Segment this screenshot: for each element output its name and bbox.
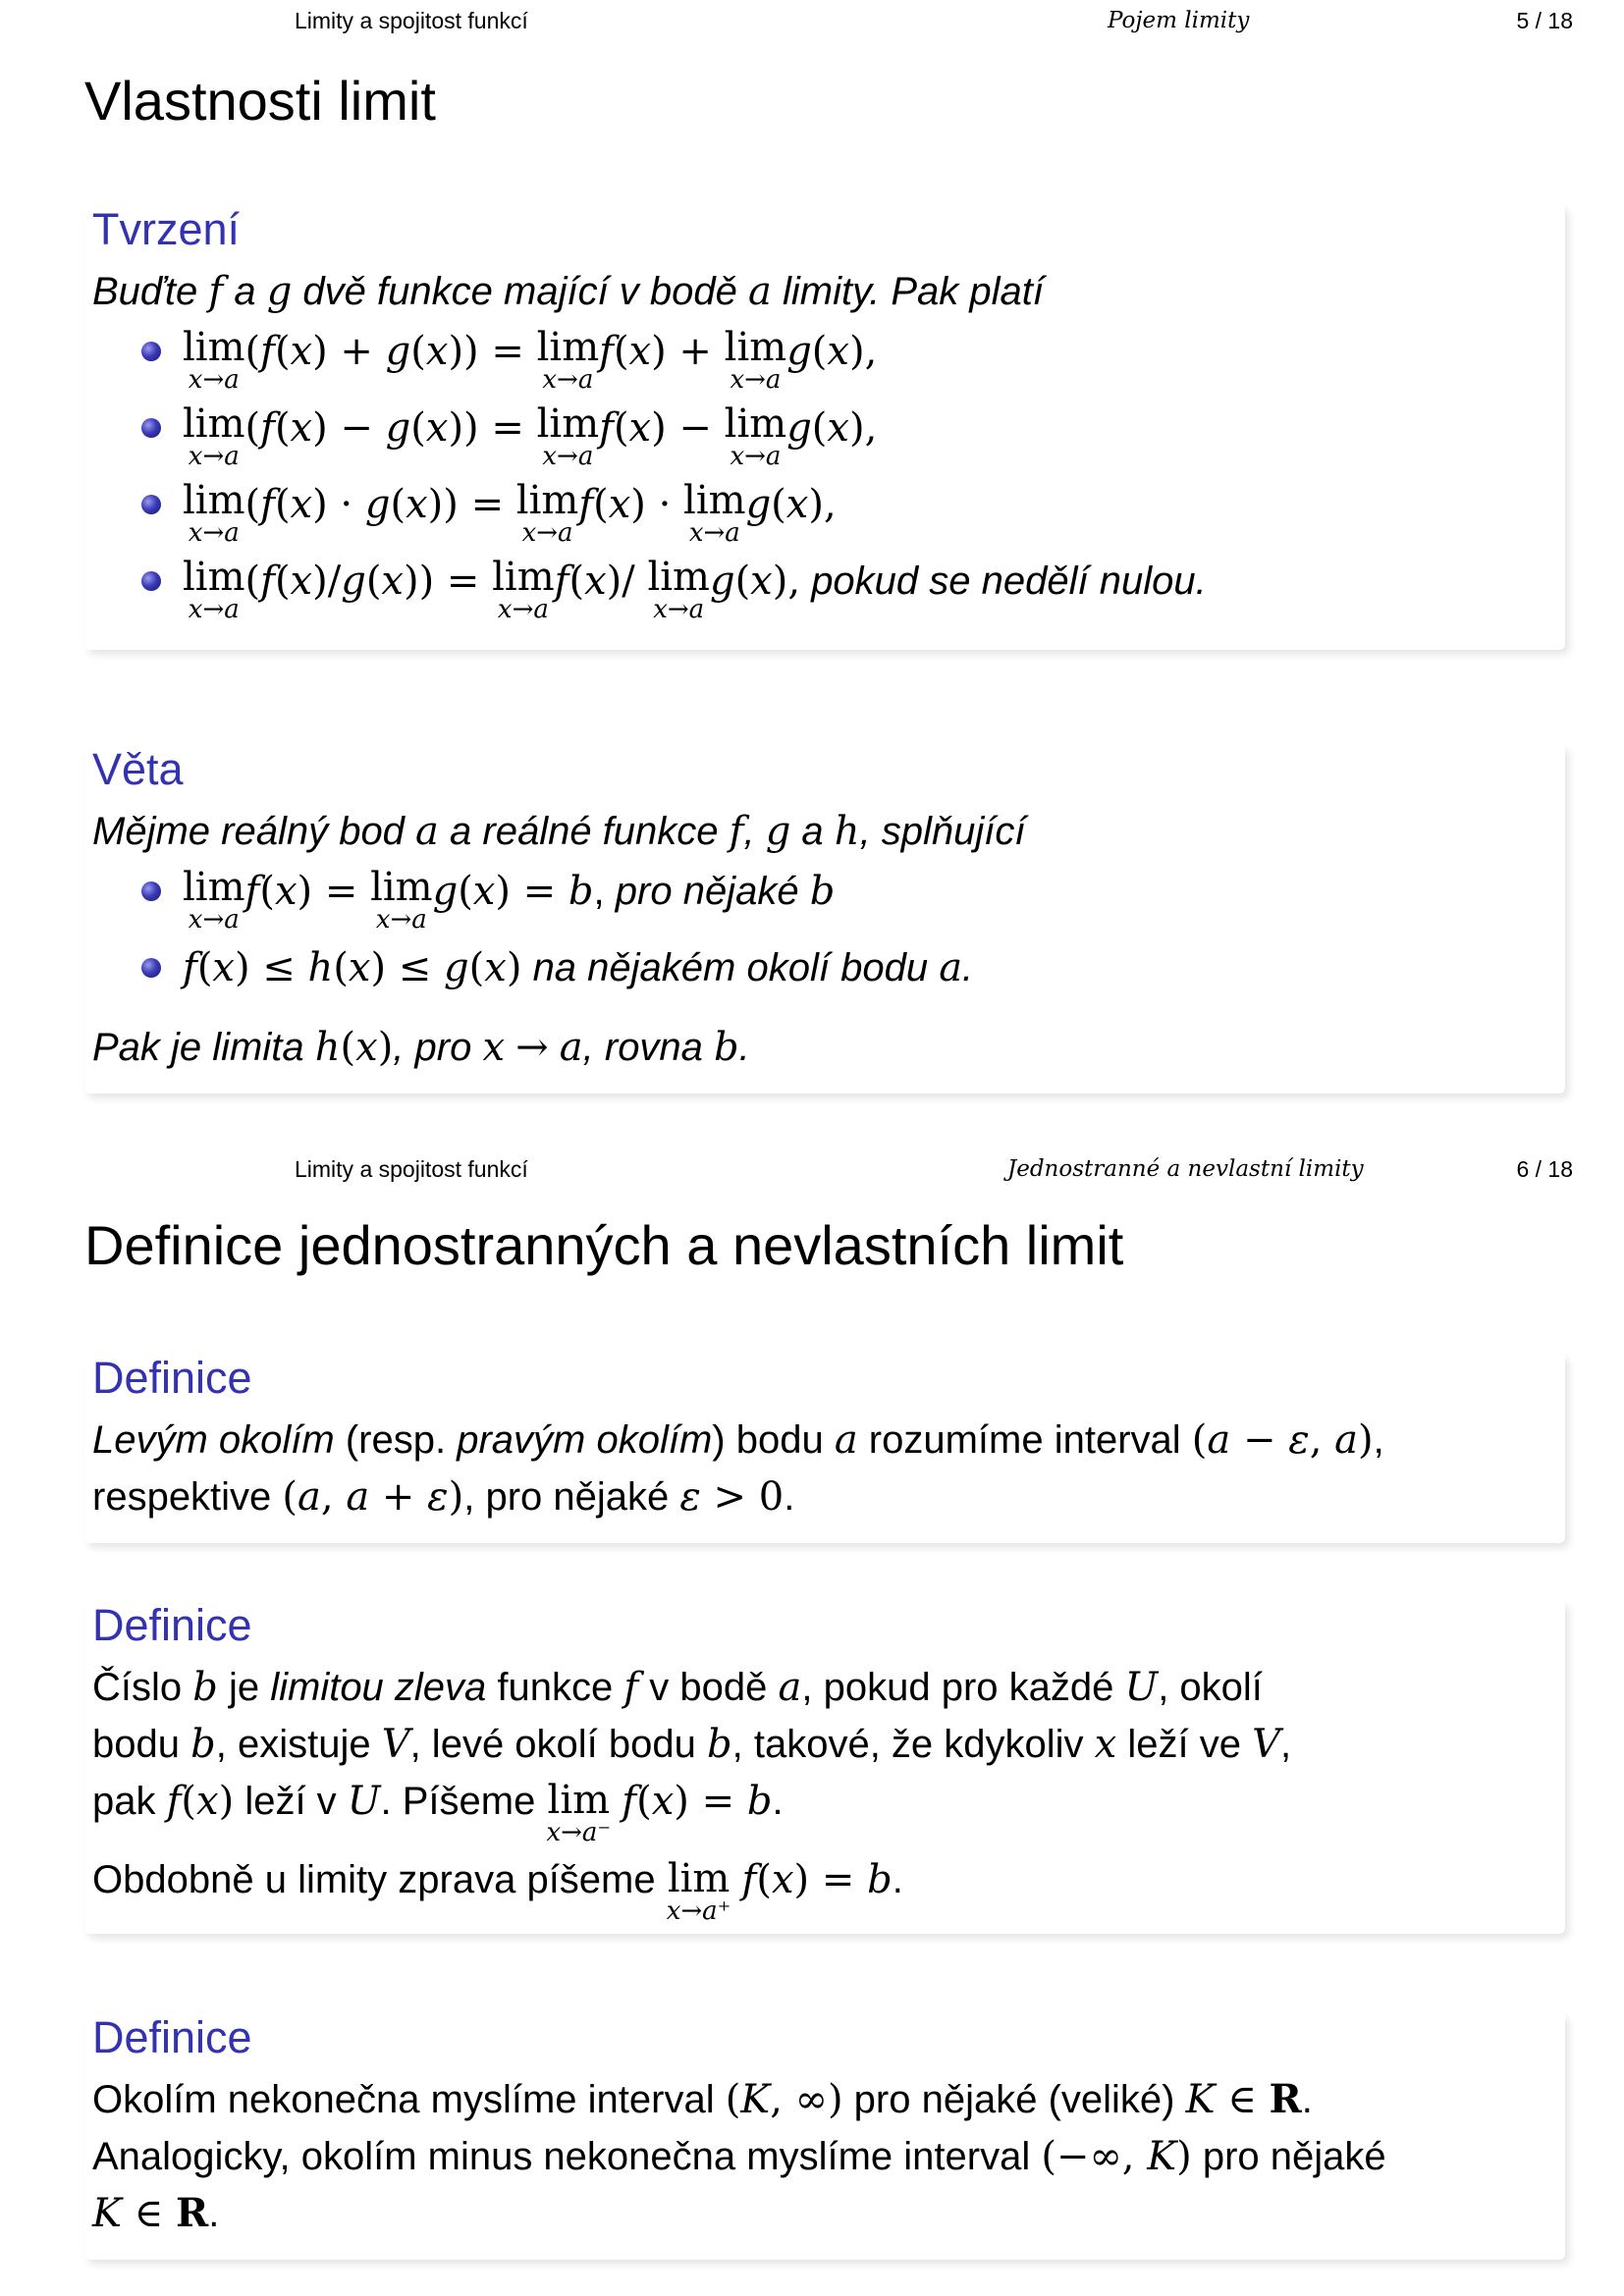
list-item: lim x→a f(x) = lim x→a g(x) = b, pro nějaké b bbox=[92, 866, 1555, 942]
block-body: Číslo b je limitou zleva funkce f v bodě a, pokud pro každé U, okolí bodu b, existuje V, levé okolí bodu b, takové, že kdykoliv x leží ve V, pak f(x) leží v U. Píšeme lim x→a⁻ f(x) = b. Obdobně u limity zprava píšeme lim x→a⁺ f(x) = b. bbox=[92, 1665, 1292, 1926]
block-title: Definice bbox=[92, 1600, 252, 1650]
block-title: Věta bbox=[92, 744, 184, 794]
frame-title: Vlastnosti limit bbox=[84, 70, 436, 132]
slide-6 bbox=[0, 1148, 1624, 2296]
block-body bbox=[84, 263, 1565, 650]
list-item: lim x→a (f(x)/g(x)) = lim x→a f(x)/ lim x→a g(x), pokud se nedělí nulou. bbox=[92, 556, 1555, 632]
frame-title: Definice jednostranných a nevlastních limit bbox=[84, 1214, 1124, 1276]
definition-block-one-sided-neighbourhood bbox=[84, 1353, 1565, 1543]
block-body bbox=[84, 803, 1565, 1094]
block-body: Levým okolím (resp. pravým okolím) bodu a rozumíme interval (a − ε, a), respektive (a, a + ε), pro nějaké ε > 0. bbox=[92, 1417, 1384, 1520]
theorem-block-veta bbox=[84, 744, 1565, 1094]
bullet-icon bbox=[141, 418, 161, 438]
bullet-icon bbox=[141, 495, 161, 514]
limit-rules-list bbox=[92, 326, 1555, 632]
bullet-icon bbox=[141, 881, 161, 901]
block-title: Tvrzení bbox=[92, 204, 241, 254]
bullet-icon bbox=[141, 342, 161, 361]
header-section-title: Jednostranné a nevlastní limity bbox=[1007, 1156, 1364, 1182]
conditions-list bbox=[92, 866, 1555, 1019]
header-section-title: Pojem limity bbox=[1108, 8, 1250, 33]
theorem-block-tvrzeni bbox=[84, 204, 1565, 650]
bullet-icon bbox=[141, 958, 161, 978]
header-presentation-title: Limity a spojitost funkcí bbox=[295, 1156, 528, 1182]
list-item: lim x→a (f(x) − g(x)) = lim x→a f(x) − lim x→a g(x), bbox=[92, 402, 1555, 479]
block-intro: Mějme reálný bod a a reálné funkce f, g a h, splňující bbox=[92, 809, 1026, 854]
definition-block-infinity-neighbourhood bbox=[84, 2012, 1565, 2260]
list-item: lim x→a (f(x) · g(x)) = lim x→a f(x) · lim x→a g(x), bbox=[92, 479, 1555, 556]
definition-block-left-limit bbox=[84, 1600, 1565, 1934]
header-page-number: 5 / 18 bbox=[1516, 8, 1573, 33]
block-conclusion: Pak je limita h(x), pro x → a, rovna b. bbox=[92, 1025, 750, 1070]
list-item: f(x) ≤ h(x) ≤ g(x) na nějakém okolí bodu a. bbox=[92, 942, 1555, 1019]
bullet-icon bbox=[141, 571, 161, 591]
block-title: Definice bbox=[92, 1353, 252, 1403]
header-page-number: 6 / 18 bbox=[1516, 1156, 1573, 1182]
header-presentation-title: Limity a spojitost funkcí bbox=[295, 8, 528, 33]
list-item: lim x→a (f(x) + g(x)) = lim x→a f(x) + lim x→a g(x), bbox=[92, 326, 1555, 402]
block-intro: Buďte f a g dvě funkce mající v bodě a limity. Pak platí bbox=[92, 269, 1044, 314]
block-title: Definice bbox=[92, 2012, 252, 2062]
block-body: Okolím nekonečna myslíme interval (K, ∞) pro nějaké (veliké) K ∈ R. Analogicky, okolím minus nekonečna myslíme interval (−∞, K) pro nějaké K ∈ R. bbox=[92, 2076, 1386, 2236]
